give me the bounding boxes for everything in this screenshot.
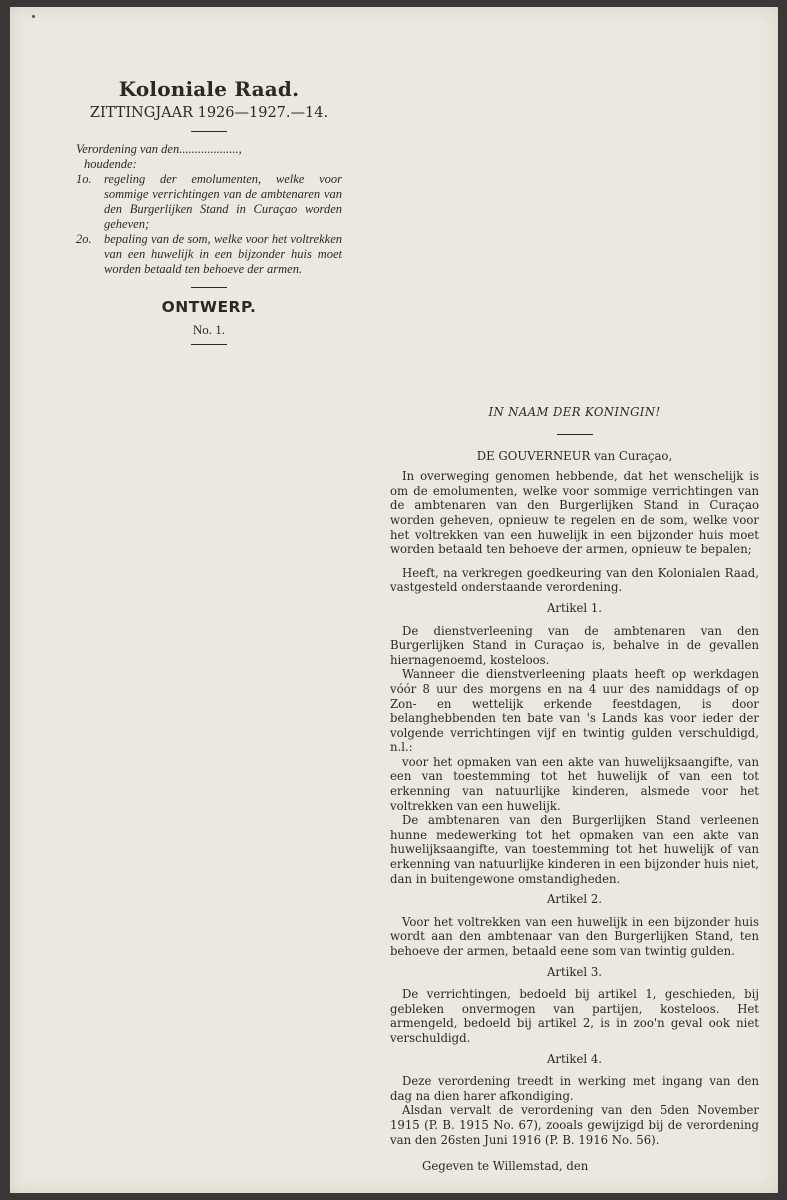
ordinance-item-text: regeling der emolumenten, welke voor sommige verrichtingen van de ambtenaren van den Burgerlijken Stand in Curaçao worden geheven; (104, 172, 342, 231)
article-title: Artikel 3. (546, 964, 603, 979)
page-title: Koloniale Raad. (118, 77, 300, 101)
ordinance-line-1: Verordening van den..................., (76, 142, 242, 156)
ordinance-line-2: houdende: (84, 157, 137, 171)
article-title: Artikel 1. (546, 600, 603, 615)
article-paragraph: Wanneer die dienstverleening plaats heeft op werkdagen vóór 8 uur des morgens en na 4 uur des namiddags of op Zon- en wettelijk erkende feestdagen, is door belanghebbenden ten bate van 's Lands kas voor ieder der volgende verrichtingen vijf en twintig gulden verschuldigd, n.l.: (390, 667, 759, 755)
article-paragraph: Deze verordening treedt in werking met ingang van den dag na dien harer afkondiging. (390, 1074, 759, 1103)
ordinance-item (76, 172, 342, 232)
divider (557, 434, 593, 435)
article-paragraph: voor het opmaken van een akte van huwelijksaangifte, van een van toestemming tot het huwelijk of van een tot erkenning van natuurlijke kinderen, alsmede voor het voltrekken van een huwelijk. (390, 754, 759, 813)
article-paragraph: De dienstverleening van de ambtenaren van den Burgerlijken Stand in Curaçao is, behalve in de gevallen hiernagenoemd, kosteloos. (390, 623, 759, 667)
ordinance-item-number: 2o. (76, 232, 92, 246)
draft-label: ONTWERP. (161, 298, 257, 316)
article-title: Artikel 2. (546, 892, 603, 907)
session-line: ZITTINGJAAR 1926—1927.—14. (89, 105, 329, 121)
ordinance-item (76, 232, 342, 277)
divider (191, 344, 227, 345)
article-paragraph: De verrichtingen, bedoeld bij artikel 1, geschieden, bij gebleken onvermogen van partijen, kosteloos. Het armengeld, bedoeld bij artikel 2, is in zoo'n geval ook niet verschuldigd. (390, 987, 759, 1045)
divider (191, 287, 227, 288)
scan-speck (32, 15, 35, 18)
invocation: IN NAAM DER KONINGIN! (488, 405, 661, 419)
ordinance-item-text: bepaling van de som, welke voor het voltrekken van een huwelijk in een bijzonder huis moet worden betaald ten behoeve der armen. (104, 232, 342, 276)
article-paragraph: Voor het voltrekken van een huwelijk in een bijzonder huis wordt aan den ambtenaar van den Burgerlijken Stand, ten behoeve der armen, betaald eene som van twintig gulden. (390, 914, 759, 958)
decree-body (390, 405, 759, 1174)
article-title: Artikel 4. (546, 1051, 603, 1066)
draft-number: No. 1. (192, 322, 226, 337)
preamble: In overweging genomen hebbende, dat het wenschelijk is om de emolumenten, welke voor sommige verrichtingen van de ambtenaren van den Burgerlijken Stand in Curaçao worden geheven, opnieuw te regelen en de som, welke voor het voltrekken van een huwelijk in een bijzonder huis moet worden betaald ten behoeve der armen, opnieuw te bepalen; (390, 469, 759, 557)
document-page (10, 7, 778, 1193)
article-paragraph: Alsdan vervalt de verordening van den 5den November 1915 (P. B. 1915 No. 67), zooals gewijzigd bij de verordening van den 26sten Juni 1916 (P. B. 1916 No. 56). (390, 1103, 759, 1147)
ordinance-summary (76, 142, 342, 277)
ordinance-item-number: 1o. (76, 172, 92, 186)
article-paragraph: De ambtenaren van den Burgerlijken Stand verleenen hunne medewerking tot het opmaken van een akte van huwelijksaangifte, van toestemming tot het huwelijk of van erkenning van natuurlijke kinderen in een bijzonder huis niet, dan in buitengewone omstandigheden. (390, 813, 759, 886)
enactment: Heeft, na verkregen goedkeuring van den Kolonialen Raad, vastgesteld onderstaande verordening. (390, 565, 759, 595)
divider (191, 131, 227, 132)
header-block (76, 77, 342, 355)
closing-line: Gegeven te Willemstad, den (422, 1159, 589, 1174)
issuer: DE GOUVERNEUR van Curaçao, (476, 448, 673, 463)
